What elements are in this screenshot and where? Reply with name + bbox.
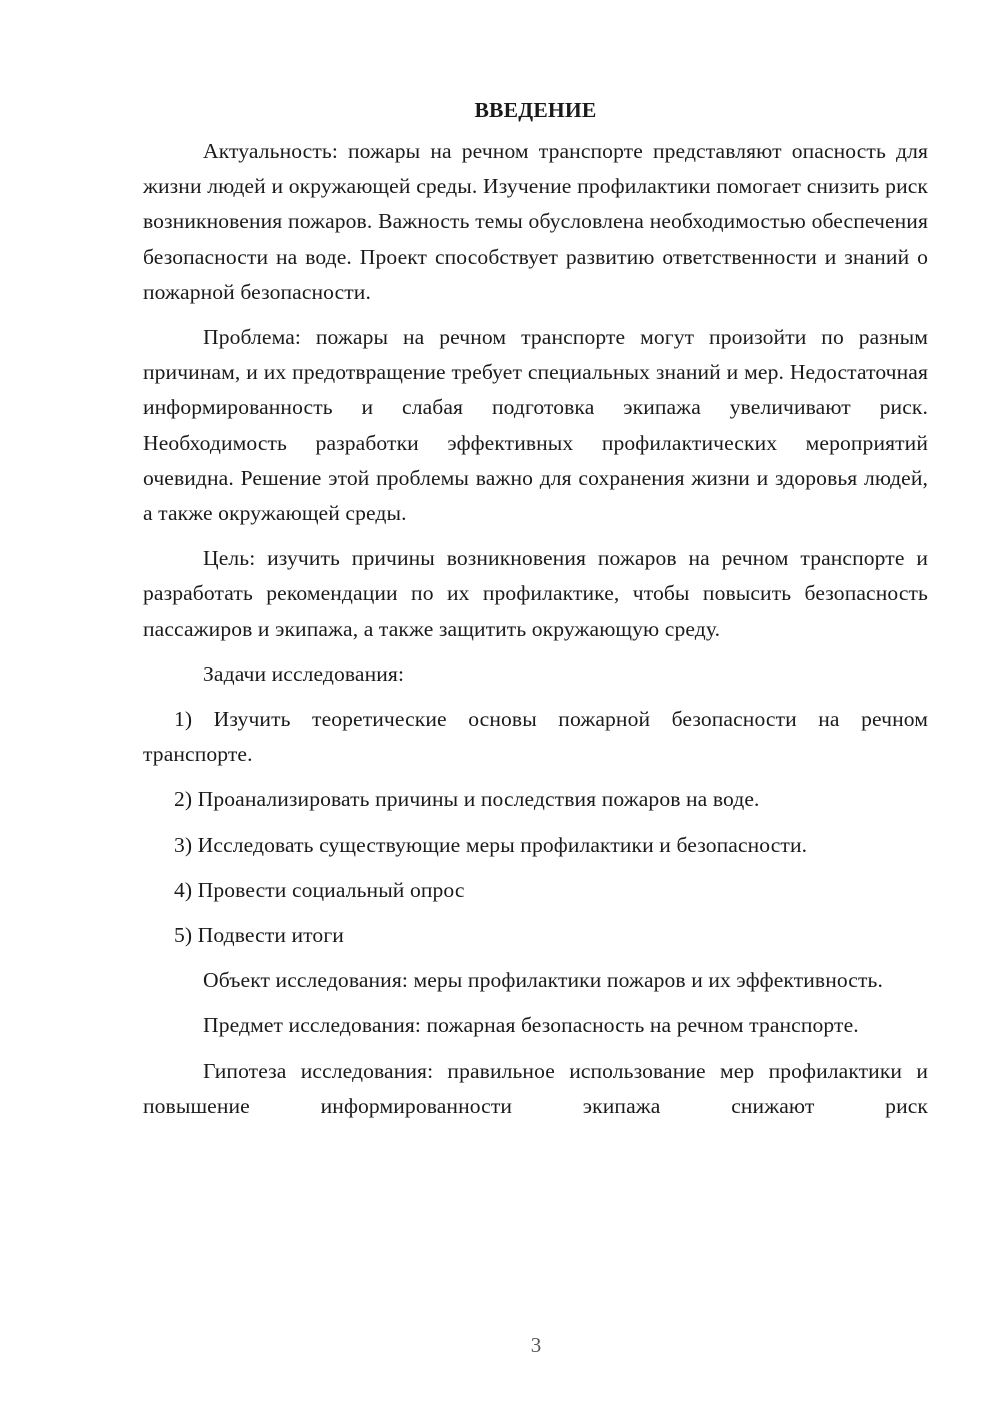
task-item-4: 4) Провести социальный опрос xyxy=(174,877,465,902)
paragraph-hypothesis: Гипотеза исследования: правильное использование мер профилактики и повышение информированности экипажа снижают риск xyxy=(143,1058,928,1118)
tasks-list xyxy=(143,702,928,953)
paragraph-object: Объект исследования: меры профилактики пожаров и их эффективность. xyxy=(203,968,883,993)
page-title: ВВЕДЕНИЕ xyxy=(474,98,597,122)
paragraph-goal: Цель: изучить причины возникновения пожаров на речном транспорте и разработать рекомендации по их профилактике, чтобы повысить безопасность пассажиров и экипажа, а также защитить окружающую среду. xyxy=(143,546,928,641)
task-item-2: 2) Проанализировать причины и последствия пожаров на воде. xyxy=(174,787,760,812)
task-item-3: 3) Исследовать существующие меры профилактики и безопасности. xyxy=(174,832,808,857)
page-number: 3 xyxy=(530,1333,542,1357)
tasks-heading: Задачи исследования: xyxy=(203,661,405,686)
document-page xyxy=(143,93,928,1134)
task-item-1: 1) Изучить теоретические основы пожарной безопасности на речном транспорте. xyxy=(143,707,928,767)
task-item-5: 5) Подвести итоги xyxy=(174,923,344,948)
paragraph-problem: Проблема: пожары на речном транспорте могут произойти по разным причинам, и их предотвращение требует специальных знаний и мер. Недостаточная информированность и слабая подготовка экипажа увеличивают риск. Необходимость разработки эффективных профилактических мероприятий очевидна. Решение этой проблемы важно для сохранения жизни и здоровья людей, а также окружающей среды. xyxy=(143,325,928,526)
paragraph-relevance: Актуальность: пожары на речном транспорте представляют опасность для жизни людей и окружающей среды. Изучение профилактики помогает снизить риск возникновения пожаров. Важность темы обусловлена необходимостью обеспечения безопасности на воде. Проект способствует развитию ответственности и знаний о пожарной безопасности. xyxy=(143,139,928,304)
paragraph-subject: Предмет исследования: пожарная безопасность на речном транспорте. xyxy=(203,1013,859,1038)
